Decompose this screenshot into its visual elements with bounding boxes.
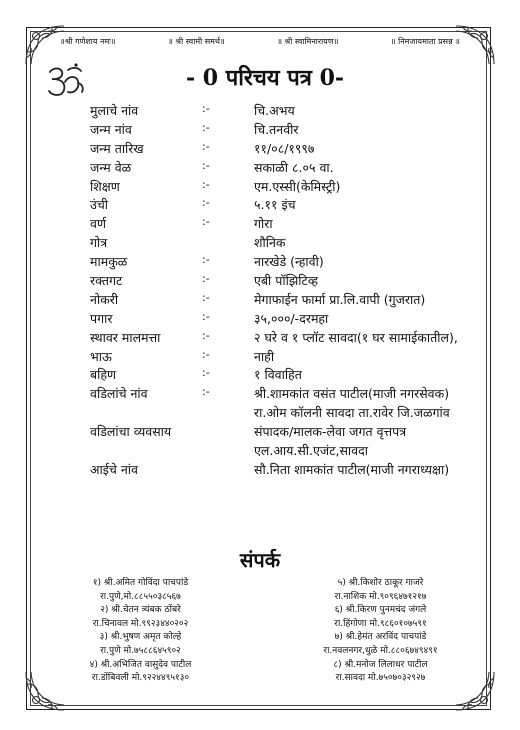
- contact-line: रा.हिंगोणा मो.९८६०१०७५९१: [334, 618, 427, 629]
- contact-line: ६) श्री.किरण पुनमचंद जंगले: [334, 605, 427, 616]
- detail-value: रा.ओम कॉलनी सावदा ता.रावेर जि.जळगांव: [254, 405, 450, 421]
- detail-row: [90, 196, 500, 215]
- detail-row: [90, 329, 500, 348]
- detail-value: एल.आय.सी.एजंट,सावदा: [254, 443, 368, 459]
- contact-line: ५) श्री.किशोर ठाकूर गाजरे: [337, 578, 424, 588]
- detail-value: गोरा: [254, 216, 273, 232]
- detail-row: [90, 385, 500, 404]
- detail-label: वडिलांचे नांव: [90, 386, 148, 402]
- detail-label: मामकुळ: [90, 254, 128, 270]
- detail-row: [90, 461, 500, 480]
- detail-separator: :-: [202, 102, 210, 115]
- detail-value: २ घरे व १ प्लॉट सावदा(१ घर सामाईकातील),: [254, 329, 458, 345]
- contact-line: रा.नवलनगर,धुळे मो.८८०६७४९४९१: [323, 645, 438, 656]
- detail-label: मुलाचे नांव: [90, 103, 139, 118]
- detail-row: [90, 366, 500, 385]
- detail-value: एम.एस्सी(केमिस्ट्री): [254, 178, 341, 194]
- detail-value: सौ.निता शामकांत पाटील(माजी नगराध्यक्षा): [254, 461, 450, 477]
- detail-label: जन्म नांव: [90, 121, 132, 137]
- om-symbol-icon: [44, 60, 88, 100]
- detail-separator: :-: [202, 366, 210, 380]
- contact-line: ४) श्री.अभिजित वासुदेव पाटील: [89, 659, 192, 670]
- contact-line: १) श्री.अमित गोविंदा पाचपांडे: [92, 578, 189, 588]
- blessings-line: [60, 36, 460, 47]
- contacts-left-column: [38, 577, 243, 686]
- detail-value: ५.११ इंच: [254, 197, 296, 213]
- detail-value: सकाळी ८.०५ वा.: [254, 159, 334, 175]
- detail-label: शिक्षण: [90, 178, 120, 194]
- detail-separator: :-: [202, 158, 210, 172]
- detail-value: मेगाफाईन फार्मा प्रा.लि.वापी (गुजरात): [254, 291, 426, 307]
- detail-row: [90, 102, 500, 121]
- page-title: - 0 परिचय पत्र 0-: [185, 65, 345, 91]
- detail-separator: :-: [202, 272, 210, 286]
- detail-label: वर्ण: [90, 216, 106, 232]
- details-list: [90, 102, 500, 480]
- detail-label: वडिलांचा व्यवसाय: [90, 424, 172, 440]
- contact-line: ८) श्री.मनोज लिलाधर पाटील: [333, 659, 428, 670]
- detail-separator: :-: [202, 385, 210, 399]
- detail-label: भाऊ: [90, 348, 112, 364]
- detail-row: [90, 140, 500, 159]
- detail-value: एबी पॉझिटिव्ह: [254, 273, 319, 289]
- detail-row: [90, 234, 500, 253]
- detail-separator: :-: [202, 120, 210, 134]
- detail-separator: :-: [202, 253, 210, 267]
- detail-row: [90, 423, 500, 442]
- detail-separator: :-: [202, 196, 210, 210]
- detail-separator: :-: [202, 290, 210, 304]
- contact-line: रा.डोंबिवली मो.९२२४४९५१३०: [91, 673, 190, 684]
- detail-value: नारखेडे (न्हावी): [254, 254, 324, 270]
- blessing-text: ॥ श्री स्वामिनारायण॥: [277, 37, 339, 46]
- blessing-text: ॥श्री गणेशाय नमः॥: [60, 37, 116, 46]
- detail-separator: :-: [202, 215, 210, 229]
- contact-line: ७) श्री.हेमंत अरविंद पाचपांडे: [334, 632, 427, 643]
- detail-row: [90, 348, 500, 367]
- detail-row: [90, 121, 500, 140]
- detail-row: [90, 159, 500, 178]
- detail-separator: :-: [202, 177, 210, 191]
- detail-separator: :-: [202, 328, 210, 342]
- detail-value: चि.अभय: [254, 103, 295, 118]
- detail-value: ३५,०००/-दरमहा: [254, 310, 329, 326]
- contact-line: रा.पुणे मो.७५८८६४५९०२: [100, 645, 181, 656]
- detail-row: [90, 215, 500, 234]
- detail-separator: :-: [202, 139, 210, 153]
- blessing-text: ॥ निमजायमाता प्रसन्न ॥: [390, 37, 460, 46]
- detail-row: [90, 310, 500, 329]
- detail-row: [90, 291, 500, 310]
- detail-value: १ विवाहित: [254, 367, 302, 383]
- detail-row: [90, 404, 500, 423]
- detail-label: स्थावर मालमत्ता: [90, 329, 161, 345]
- detail-row: [90, 272, 500, 291]
- detail-label: बहिण: [90, 367, 117, 383]
- contacts-right-column: [278, 577, 483, 686]
- detail-value: चि.तनवीर: [254, 121, 299, 137]
- detail-value: ११/०८/१९९७: [254, 140, 315, 156]
- detail-label: नोकरी: [90, 291, 119, 307]
- detail-label: आईचे नांव: [90, 461, 138, 477]
- contact-line: ३) श्री.भुषण अमृत कोल्हे: [99, 632, 182, 643]
- detail-separator: :-: [202, 309, 210, 323]
- detail-label: जन्म वेळ: [90, 159, 132, 175]
- detail-value: संपादक/मालक-लेवा जगत वृत्तपत्र: [254, 424, 407, 440]
- contact-line: २) श्री.चेतन त्र्यंबक ठोंबरे: [100, 605, 181, 616]
- detail-value: श्री.शामकांत वसंत पाटील(माजी नगरसेवक): [254, 386, 450, 402]
- detail-label: पगार: [90, 310, 113, 326]
- contact-line: रा.सावदा मो.७५०७०३२९२७: [335, 673, 426, 684]
- detail-value: नाही: [254, 348, 275, 364]
- blessing-text: ॥ श्री स्वामी समर्थ॥: [168, 37, 225, 46]
- contact-heading: संपर्क: [239, 548, 281, 572]
- detail-row: [90, 178, 500, 197]
- contact-line: रा.पुणे,मो.८८५५०३८५६७: [100, 591, 181, 602]
- detail-separator: :-: [202, 347, 210, 361]
- detail-value: शौनिक: [254, 235, 286, 251]
- detail-label: रक्तगट: [90, 273, 123, 289]
- detail-label: उंची: [90, 197, 109, 213]
- detail-label: जन्म तारिख: [90, 140, 144, 156]
- contact-line: रा.नाशिक मो.९०९६४७१२१७: [334, 591, 427, 602]
- contact-line: रा.चिनावल मो.९९२३४४०२०२: [92, 618, 189, 629]
- detail-label: गोत्र: [90, 235, 108, 251]
- detail-row: [90, 253, 500, 272]
- detail-row: [90, 442, 500, 461]
